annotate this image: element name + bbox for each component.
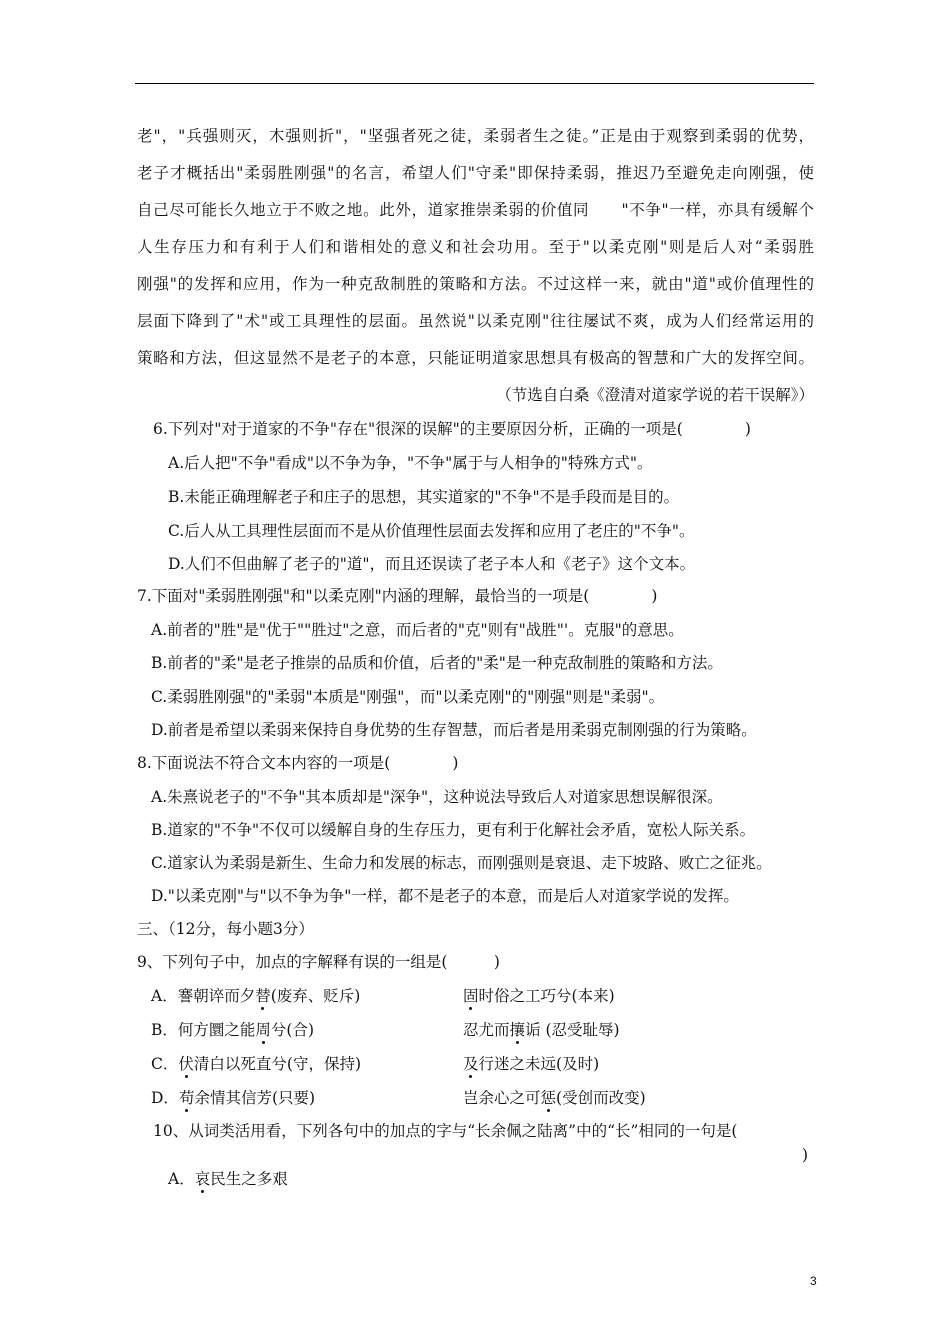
question-stem: 8.下面说法不符合文本内容的一项是( ) [137,754,459,772]
text: C． [151,1055,179,1073]
passage-line: 策略和方法，但这显然不是老子的本意，只能证明道家思想具有极高的智慧和广大的发挥空间。 [137,349,814,367]
question-stem: 9、下列句子中，加点的字解释有误的一组是( ) [137,953,500,971]
option-a-right [463,985,615,1007]
option-b: B.未能正确理解老子和庄子的思想，其实道家的"不争"不是手段而是目的。 [168,488,680,506]
option-d: D.前者是希望以柔弱来保持自身优势的生存智慧，而后者是用柔弱克制刚强的行为策略。 [151,721,757,739]
passage-line: 刚强"的发挥和应用，作为一种克敌制胜的策略和方法。不过这样一来，就由"道"或价值理性的 [137,275,814,293]
text: D． [151,1089,179,1107]
option-d: D."以柔克刚"与"以不争为争"一样，都不是老子的本意，而是后人对道家学说的发挥。 [151,887,739,905]
dotted-char: 固 [463,987,479,1005]
passage-line: 老"，"兵强则灭，木强则折"，"坚强者死之徒，柔弱者生之徒。”正是由于观察到柔弱的优势， [137,127,814,145]
passage-line: 自己尽可能长久地立于不败之地。此外，道家推崇柔弱的价值同 "不争"一样，亦具有缓解个 [137,201,814,219]
dotted-char: 惩 [540,1089,557,1107]
option-a-left [151,985,360,1007]
dotted-char: 替 [255,987,271,1005]
section-heading: 三、（12分，每小题3分） [137,920,314,938]
passage-line: 层面下降到了"术"或工具理性的层面。虽然说"以柔克刚"往往屡试不爽，成为人们经常运用的 [137,312,814,330]
option-b: B.道家的"不争"不仅可以缓解自身的生存压力，更有利于化解社会矛盾，宽松人际关系。 [151,821,756,839]
text: 时俗之工巧兮(本来) [478,987,615,1005]
question-stem-close: ) [802,1146,809,1164]
option-c-left [151,1053,361,1075]
text: A． [168,1170,195,1188]
option-b: B.前者的"柔"是老子推崇的品质和价值，后者的"柔"是一种克敌制胜的策略和方法。 [151,654,723,672]
text: 余情其信芳(只要) [194,1089,316,1107]
text: A．謇朝谇而夕 [151,987,256,1005]
header-rule [135,83,814,84]
question-stem: 6.下列对"对于道家的不争"存在"很深的误解"的主要原因分析，正确的一项是( ) [153,420,751,438]
text: 岂余心之可 [463,1089,541,1107]
text: 兮(合) [270,1021,315,1039]
option-a: A.朱熹说老子的"不争"其本质却是"深争"，这种说法导致后人对道家思想误解很深。 [151,788,723,806]
option-d-right [463,1087,646,1109]
dotted-char: 攘 [509,1021,526,1039]
passage-line: 人生存压力和有利于人们和谐相处的意义和社会功用。至于"以柔克刚"则是后人对“柔弱胜 [137,238,814,256]
question-stem: 10、从词类活用看，下列各句中的加点的字与“长余佩之陆离”中的“长”相同的一句是( [153,1122,738,1140]
option-d: D.人们不但曲解了老子的"道"，而且还误读了老子本人和《老子》这个文本。 [168,555,696,573]
text: 忍尤而 [463,1021,510,1039]
text: 清白以死直兮(守，保持) [193,1055,361,1073]
text: (废弃、贬斥) [270,987,361,1005]
option-a [168,1168,288,1190]
text: (受创而改变) [556,1089,646,1107]
text: 民生之多艰 [210,1170,288,1188]
option-d-left [151,1087,315,1109]
dotted-char: 苟 [178,1089,195,1107]
passage-source: （节选自白桑《澄清对道家学说的若干误解》） [496,386,814,404]
question-stem: 7.下面对"柔弱胜刚强"和"以柔克刚"内涵的理解，最恰当的一项是( ) [137,587,658,605]
dotted-char: 哀 [194,1170,211,1188]
option-a: A.前者的"胜"是"优于""胜过"之意，而后者的"克"则有"战胜"'。克服"的意思。 [151,621,684,639]
dotted-char: 及 [463,1055,479,1073]
dotted-char: 伏 [178,1055,194,1073]
option-c: C.柔弱胜刚强"的"柔弱"本质是"刚强"，而"以柔克刚"的"刚强"则是"柔弱"。 [151,688,665,706]
option-c-right [463,1053,599,1075]
option-a: A.后人把"不争"看成"以不争为争，"不争"属于与人相争的"特殊方式"。 [168,454,653,472]
page-number: 3 [810,1274,817,1288]
text: 行迷之未远(及时) [478,1055,600,1073]
passage-line: 老子才概括出"柔弱胜刚强"的名言，希望人们"守柔"即保持柔弱，推迟乃至避免走向刚强，使 [137,164,814,182]
option-c: C.后人从工具理性层面而不是从价值理性层面去发挥和应用了老庄的"不争"。 [168,522,695,540]
text: 诟 (忍受耻辱) [525,1021,620,1039]
dotted-char: 周 [255,1021,271,1039]
text: B．何方圜之能 [151,1021,256,1039]
option-b-left [151,1019,314,1041]
option-c: C.道家认为柔弱是新生、生命力和发展的标志，而刚强则是衰退、走下坡路、败亡之征兆。 [151,854,772,872]
option-b-right [463,1019,620,1041]
